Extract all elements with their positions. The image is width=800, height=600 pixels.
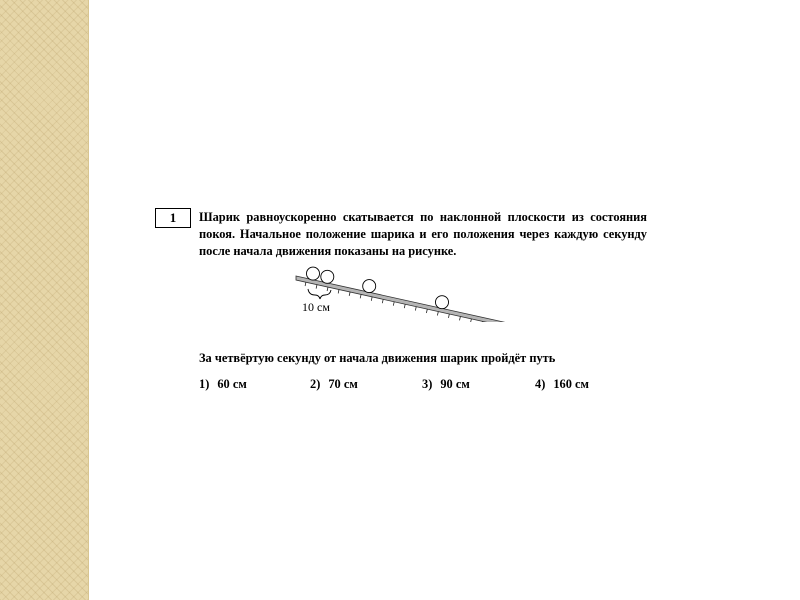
question-text: За четвёртую секунду от начала движения шарик пройдёт путь xyxy=(199,351,556,365)
scale-label: 10 см xyxy=(302,300,330,314)
ruler-tick xyxy=(327,287,328,291)
ruler-tick xyxy=(437,312,438,316)
inclined-plane xyxy=(296,276,553,322)
ruler-tick xyxy=(404,304,405,308)
answer-value: 160 см xyxy=(553,377,589,391)
inclined-plane-figure xyxy=(288,262,560,322)
ruler-tick xyxy=(415,307,416,311)
ruler-tick xyxy=(471,319,472,322)
ruler-tick xyxy=(360,294,361,298)
ball xyxy=(307,267,320,280)
ball xyxy=(363,280,376,293)
answer-number: 1) xyxy=(199,377,210,391)
answer-option-3[interactable] xyxy=(422,377,470,392)
answer-value: 60 см xyxy=(217,377,247,391)
ball xyxy=(321,270,334,283)
ruler-tick xyxy=(371,297,372,301)
decorative-side-strip xyxy=(0,0,89,600)
ruler-tick xyxy=(305,282,306,286)
ruler-tick xyxy=(316,285,317,289)
answer-value: 90 см xyxy=(440,377,470,391)
ruler-tick xyxy=(460,317,461,321)
task-statement-line: после начала движения показаны на рисунке. xyxy=(199,244,457,258)
ruler-tick xyxy=(349,292,350,296)
ruler-tick xyxy=(449,314,450,318)
answer-option-1[interactable] xyxy=(199,377,247,392)
answer-options xyxy=(199,377,619,393)
ruler-tick xyxy=(426,309,427,313)
answer-value: 70 см xyxy=(328,377,358,391)
ruler-tick xyxy=(393,302,394,306)
task-number-box: 1 xyxy=(155,208,191,228)
task-statement xyxy=(199,209,647,260)
answer-option-2[interactable] xyxy=(310,377,358,392)
task-statement-line: покоя. Начальное положение шарика и его положения через каждую секунду xyxy=(199,227,647,241)
ball xyxy=(436,296,449,309)
answer-number: 4) xyxy=(535,377,546,391)
answer-number: 2) xyxy=(310,377,321,391)
task-statement-line: Шарик равноускоренно скатывается по наклонной плоскости из состояния xyxy=(199,210,647,224)
inclined-plane-board xyxy=(296,276,553,322)
answer-number: 3) xyxy=(422,377,433,391)
ruler-tick xyxy=(382,299,383,303)
answer-option-4[interactable] xyxy=(535,377,589,392)
ruler-tick xyxy=(338,290,339,294)
